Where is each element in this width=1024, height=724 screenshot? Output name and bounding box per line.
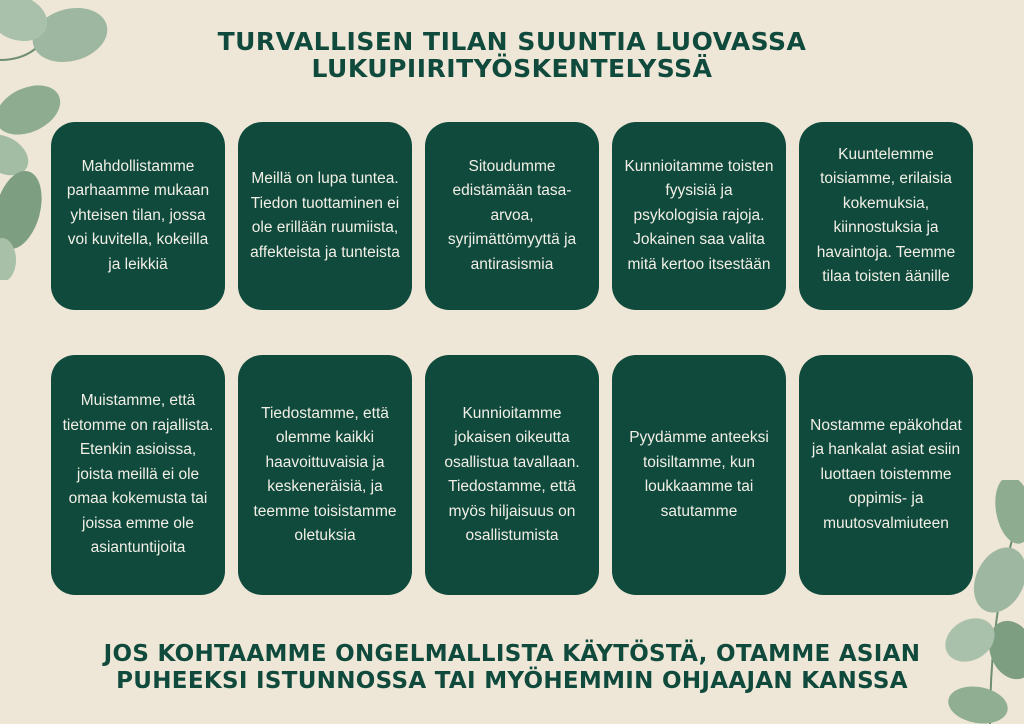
title-line-2: LUKUPIIRITYÖSKENTELYSSÄ bbox=[311, 54, 713, 83]
principle-card bbox=[51, 122, 225, 310]
principle-card bbox=[238, 355, 412, 595]
footer-line-2: PUHEEKSI ISTUNNOSSA TAI MYÖHEMMIN OHJAAJAN KANSSA bbox=[116, 668, 908, 694]
principle-card bbox=[51, 355, 225, 595]
principle-text: Kunnioitamme toisten fyysisiä ja psykologisia rajoja. Jokainen saa valita mitä kertoo itsestään bbox=[624, 157, 774, 273]
principle-text: Pyydämme anteeksi toisiltamme, kun loukkaamme tai satutamme bbox=[629, 429, 769, 520]
principle-card bbox=[612, 355, 786, 595]
principle-text: Nostamme epäkohdat ja hankalat asiat esiin luottaen toistemme oppimis- ja muutosvalmiuteen bbox=[810, 416, 962, 532]
principle-text: Muistamme, että tietomme on rajallista. Etenkin asioissa, joista meillä ei ole omaa kokemusta tai joissa emme ole asiantuntijoita bbox=[62, 392, 214, 557]
footer-line-1: JOS KOHTAAMME ONGELMALLISTA KÄYTÖSTÄ, OTAMME ASIAN bbox=[103, 641, 921, 667]
principle-text: Tiedostamme, että olemme kaikki haavoittuvaisia ja keskeneräisiä, ja teemme toisistamme oletuksia bbox=[253, 404, 397, 544]
principle-card bbox=[799, 122, 973, 310]
principle-text: Meillä on lupa tuntea. Tiedon tuottaminen ei ole erillään ruumiista, affekteista ja tunteista bbox=[250, 170, 400, 261]
principle-card bbox=[425, 122, 599, 310]
principle-text: Mahdollistamme parhaamme mukaan yhteisen tilan, jossa voi kuvitella, kokeilla ja leikkiä bbox=[66, 157, 210, 273]
principle-card bbox=[799, 355, 973, 595]
principle-card bbox=[612, 122, 786, 310]
page-title bbox=[0, 28, 1024, 82]
principle-text: Kunnioitamme jokaisen oikeutta osallistua tavallaan. Tiedostamme, että myös hiljaisuus on osallistumista bbox=[444, 404, 580, 544]
principle-card bbox=[425, 355, 599, 595]
title-line-1: TURVALLISEN TILAN SUUNTIA LUOVASSA bbox=[217, 27, 807, 56]
principle-card bbox=[238, 122, 412, 310]
principle-text: Sitoudumme edistämään tasa-arvoa, syrjimättömyyttä ja antirasismia bbox=[447, 157, 577, 273]
footer-note bbox=[0, 641, 1024, 695]
principle-text: Kuuntelemme toisiamme, erilaisia kokemuksia, kiinnostuksia ja havaintoja. Teemme tilaa toisten äänille bbox=[816, 145, 956, 285]
